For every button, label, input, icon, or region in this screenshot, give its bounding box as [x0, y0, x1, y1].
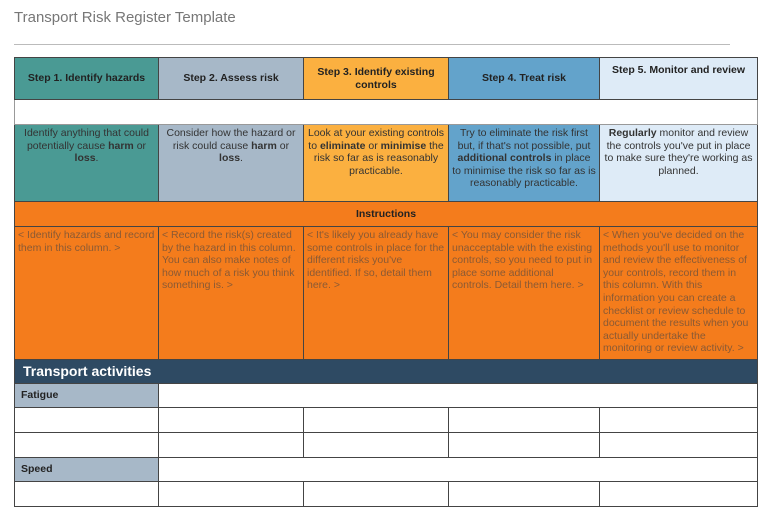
category-fatigue: Fatigue: [15, 384, 159, 408]
step-4-description: Try to eliminate the risk first but, if that's not possible, put additional controls in place to minimise the risk so far as is reasonably practicable.: [449, 125, 600, 202]
category-speed: Speed: [15, 458, 159, 482]
cell[interactable]: [449, 482, 600, 507]
page-title: Transport Risk Register Template: [14, 9, 236, 26]
step-5-instruction[interactable]: < When you've decided on the methods you'll use to monitor and review the effectiveness of your controls, record them in this column. With this information you can create a checklist or review schedule to document the results when you actually undertake the monitoring or review activity. >: [600, 227, 758, 360]
cell[interactable]: [600, 408, 758, 433]
blank-row[interactable]: [15, 100, 758, 125]
cell[interactable]: [304, 433, 449, 458]
cell[interactable]: [449, 408, 600, 433]
cell[interactable]: [600, 482, 758, 507]
risk-register-table: [14, 57, 758, 507]
cell[interactable]: [304, 482, 449, 507]
cell[interactable]: [600, 433, 758, 458]
step-4-header: Step 4. Treat risk: [449, 58, 600, 100]
instructions-row: [15, 227, 758, 360]
section-header: Transport activities: [15, 360, 758, 384]
cell[interactable]: [15, 408, 159, 433]
table-row: [15, 408, 758, 433]
cell[interactable]: [304, 408, 449, 433]
step-header-row: [15, 58, 758, 100]
instructions-header: Instructions: [15, 202, 758, 227]
step-1-instruction[interactable]: < Identify hazards and record them in this column. >: [15, 227, 159, 360]
step-3-instruction[interactable]: < It's likely you already have some controls in place for the different risks you've identified. If so, detail them here. >: [304, 227, 449, 360]
cell[interactable]: [15, 482, 159, 507]
step-5-header: Step 5. Monitor and review: [600, 58, 758, 100]
divider: [14, 44, 730, 45]
step-2-instruction[interactable]: < Record the risk(s) created by the hazard in this column. You can also make notes of how much of a risk you think something is. >: [159, 227, 304, 360]
cell[interactable]: [159, 408, 304, 433]
category-fill-cell[interactable]: [159, 384, 758, 408]
category-fill-cell[interactable]: [159, 458, 758, 482]
cell[interactable]: [159, 482, 304, 507]
table-row: [15, 482, 758, 507]
step-3-header: Step 3. Identify existing controls: [304, 58, 449, 100]
step-2-description: Consider how the hazard or risk could cause harm or loss.: [159, 125, 304, 202]
cell[interactable]: [159, 433, 304, 458]
step-1-header: Step 1. Identify hazards: [15, 58, 159, 100]
table-row: [15, 433, 758, 458]
step-description-row: [15, 125, 758, 202]
cell[interactable]: [449, 433, 600, 458]
step-3-description: Look at your existing controls to eliminate or minimise the risk so far as is reasonably practicable.: [304, 125, 449, 202]
step-4-instruction[interactable]: < You may consider the risk unacceptable with the existing controls, so you need to put in place some additional controls. Detail them here. >: [449, 227, 600, 360]
cell[interactable]: [15, 433, 159, 458]
step-5-description: Regularly monitor and review the controls you've put in place to make sure they're working as planned.: [600, 125, 758, 202]
step-2-header: Step 2. Assess risk: [159, 58, 304, 100]
step-1-description: Identify anything that could potentially cause harm or loss.: [15, 125, 159, 202]
